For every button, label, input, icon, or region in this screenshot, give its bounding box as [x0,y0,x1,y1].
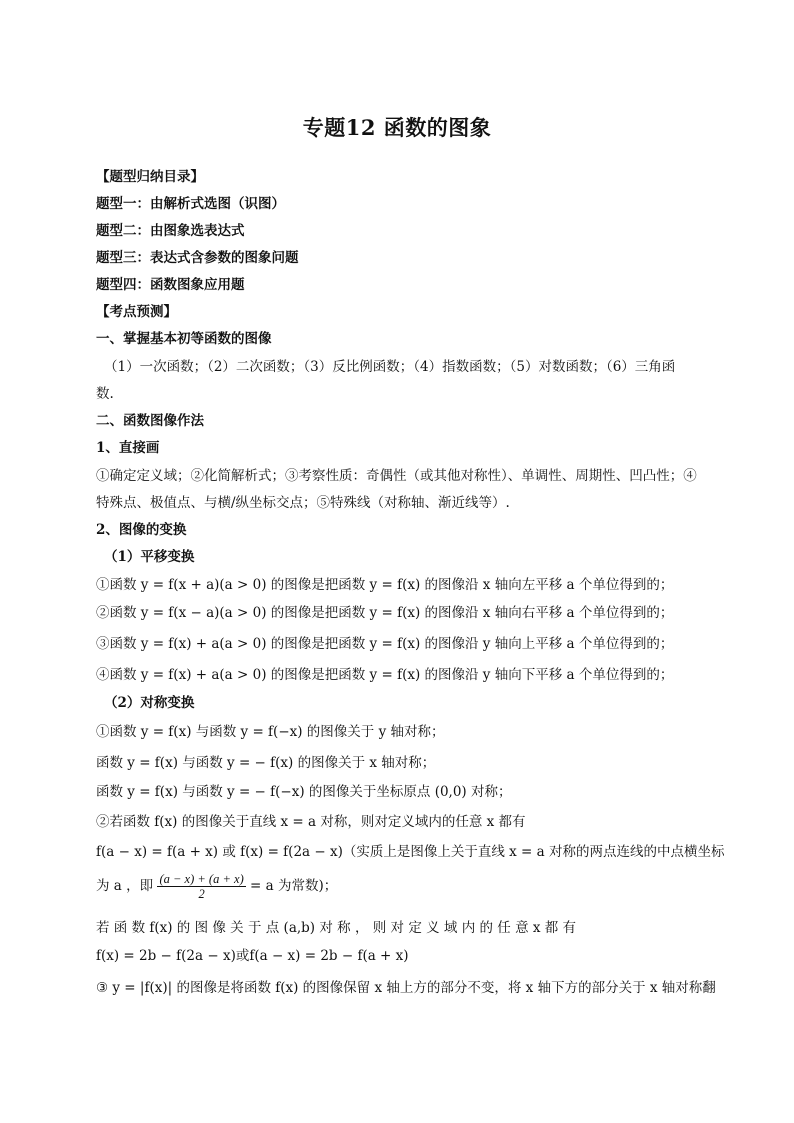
toc-item-4: 题型四：函数图象应用题 [96,277,245,293]
symmetry-line-5: f(a − x) = f(a + x) 或 f(x) = f(2a − x)（实质上是图像上关于直线 x = a 对称的两点连线的中点横坐标 [96,844,725,860]
subsection-direct-title: 1、直接画 [96,440,160,456]
point-symmetry-line-1: 若 函 数 f(x) 的 图 像 关 于 点 (a,b) 对 称 ， 则 对 定 义 域 内 的 任 意 x 都 有 [96,920,577,936]
section-1-text-line-1: （1）一次函数；（2）二次函数；（3）反比例函数；（4）指数函数；（5）对数函数；（6）三角函 [104,359,676,375]
fraction-suffix: = a 为常数)； [250,878,338,894]
shift-line-3: ③函数 y = f(x) + a(a > 0) 的图像是把函数 y = f(x) 的图像沿 y 轴向上平移 a 个单位得到的； [96,636,674,652]
point-symmetry-line-2: f(x) = 2b − f(2a − x)或f(a − x) = 2b − f(a + x) [96,948,409,964]
fraction-numerator: (a − x) + (a + x) [159,872,244,886]
symmetry-line-2: 函数 y = f(x) 与函数 y = − f(x) 的图像关于 x 轴对称； [96,755,436,771]
forecast-heading: 【考点预测】 [96,304,177,320]
section-1-text-line-2: 数. [96,386,114,402]
toc-item-3: 题型三：表达式含参数的图象问题 [96,250,299,266]
section-1-title: 一、掌握基本初等函数的图像 [96,331,272,347]
direct-text-line-1: ①确定定义域；②化简解析式；③考察性质：奇偶性（或其他对称性）、单调性、周期性、凹凸性；④ [96,468,697,484]
shift-line-1: ①函数 y = f(x + a)(a > 0) 的图像是把函数 y = f(x) 的图像沿 x 轴向左平移 a 个单位得到的； [96,577,674,593]
shift-line-2: ②函数 y = f(x − a)(a > 0) 的图像是把函数 y = f(x) 的图像沿 x 轴向右平移 a 个单位得到的； [96,605,674,621]
fraction-denominator: 2 [198,887,205,901]
symmetry-line-4: ②若函数 f(x) 的图像关于直线 x = a 对称，则对定义域内的任意 x 都有 [96,814,526,830]
direct-text-line-2: 特殊点、极值点、与横/纵坐标交点；⑤特殊线（对称轴、渐近线等）. [96,495,510,511]
shift-title: （1）平移变换 [104,549,195,565]
page-title: 专题12 函数的图象 [302,115,492,140]
shift-line-4: ④函数 y = f(x) + a(a > 0) 的图像是把函数 y = f(x) 的图像沿 y 轴向下平移 a 个单位得到的； [96,667,674,683]
symmetry-line-3: 函数 y = f(x) 与函数 y = − f(−x) 的图像关于坐标原点 (0,0) 对称； [96,784,512,800]
symmetry-fraction-line [96,872,736,901]
toc-item-2: 题型二：由图象选表达式 [96,223,245,239]
section-2-title: 二、函数图像作法 [96,413,204,429]
toc-heading: 【题型归纳目录】 [96,169,204,185]
symmetry-line-1: ①函数 y = f(x) 与函数 y = f(−x) 的图像关于 y 轴对称； [96,724,445,740]
toc-item-1: 题型一：由解析式选图（识图） [96,196,285,212]
subsection-transform-title: 2、图像的变换 [96,522,187,538]
fraction [157,872,245,901]
symmetry-title: （2）对称变换 [104,695,195,711]
fraction-prefix: 为 a ，即 [96,878,154,894]
absolute-value-line: ③ y = |f(x)| 的图像是将函数 f(x) 的图像保留 x 轴上方的部分不变，将 x 轴下方的部分关于 x 轴对称翻 [96,980,716,996]
